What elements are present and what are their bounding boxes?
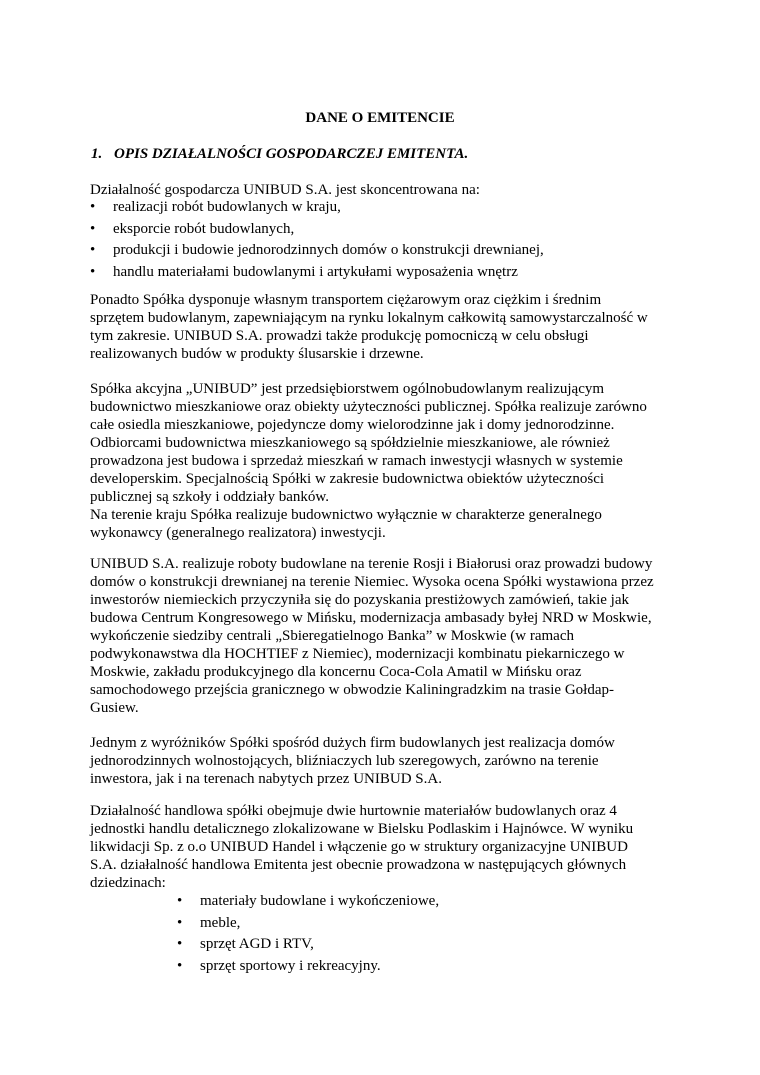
bullet-icon: • — [177, 914, 183, 931]
bullet-icon: • — [177, 893, 183, 909]
bullet-icon: • — [90, 220, 96, 237]
list-item: • handlu materiałami budowlanymi i artykułami wyposażenia wnętrz — [90, 262, 544, 284]
list-item: • materiały budowlane i wykończeniowe, — [177, 891, 439, 913]
list-item: • realizacji robót budowlanych w kraju, — [90, 197, 544, 219]
list-item: • produkcji i budowie jednorodzinnych domów o konstrukcji drewnianej, — [90, 240, 544, 262]
bullet-icon: • — [177, 936, 183, 952]
trade-areas-list — [177, 891, 439, 977]
list-item: • sprzęt sportowy i rekreacyjny. — [177, 956, 439, 978]
paragraph-houses: Jednym z wyróżników Spółki spośród dużych firm budowlanych jest realizacja domów jednorodzinnych wolnostojących, bliźniaczych lub szeregowych, zarówno na terenie inwestora, jak i na terenach nabytych przez UNIBUD S.A. — [90, 735, 615, 787]
section-number: 1. — [91, 146, 103, 162]
list-item: • eksporcie robót budowlanych, — [90, 219, 544, 241]
paragraph-trade: Działalność handlowa spółki obejmuje dwie hurtownie materiałów budowlanych oraz 4 jednostki handlu detalicznego zlokalizowane w Bielsku Podlaskim i Hajnówce. W wyniku likwidacji Sp. z o.o UNIBUD Handel i włączenie go w struktury organizacyjne UNIBUD S.A. działalność handlowa Emitenta jest obecnie prowadzona w następujących głównych dziedzinach: — [90, 803, 634, 891]
bullet-icon: • — [90, 263, 96, 280]
bullet-icon: • — [90, 242, 96, 258]
section-heading — [91, 144, 468, 164]
activities-list — [90, 197, 544, 283]
paragraph-company-profile: Spółka akcyjna „UNIBUD” jest przedsiębiorstwem ogólnobudowlanym realizującym budownictwo mieszkaniowe oraz obiekty użyteczności publicznej. Spółka realizuje zarówno całe osiedla mieszkaniowe, pojedyncze domy wielorodzinne jak i domy jednorodzinne. Odbiorcami budownictwa mieszkaniowego są spółdzielnie mieszkaniowe, ale również prowadzona jest budowa i sprzedaż mieszkań w ramach inwestycji własnych w systemie developerskim. Specjalnością Spółki w zakresie budownictwa obiektów użyteczności publicznej są szkoły i oddziały banków. Na terenie kraju Spółka realizuje budownictwo wyłącznie w charakterze generalnego wykonawcy (generalnego realizatora) inwestycji. — [90, 381, 647, 541]
paragraph-transport: Ponadto Spółka dysponuje własnym transportem ciężarowym oraz ciężkim i średnim sprzętem budowlanym, zapewniającym na rynku lokalnym całkowitą samowystarczalność w tym zakresie. UNIBUD S.A. prowadzi także produkcję pomocniczą w celu obsługi realizowanych budów w produkty ślusarskie i drzewne. — [90, 292, 648, 362]
section-title: OPIS DZIAŁALNOŚCI GOSPODARCZEJ EMITENTA. — [114, 146, 469, 162]
intro-text: Działalność gospodarcza UNIBUD S.A. jest skoncentrowana na: — [90, 182, 480, 198]
paragraph-export: UNIBUD S.A. realizuje roboty budowlane na terenie Rosji i Białorusi oraz prowadzi budowy domów o konstrukcji drewnianej na terenie Niemiec. Wysoka ocena Spółki wystawiona przez inwestorów niemieckich przyczyniła się do pozyskania prestiżowych zamówień, takie jak budowa Centrum Kongresowego w Mińsku, modernizacja ambasady byłej NRD w Moskwie, wykończenie siedziby centrali „Sbieregatielnogo Banka” w Moskwie (w ramach podwykonawstwa dla HOCHTIEF z Niemiec), modernizacji kombinatu piekarniczego w Moskwie, zakładu produkcyjnego dla koncernu Coca-Cola Amatil w Mińsku oraz samochodowego przejścia granicznego w obwodzie Kaliningradzkim na trasie Gołdap- Gusiew. — [90, 556, 654, 716]
bullet-icon: • — [177, 957, 183, 974]
list-item: • meble, — [177, 913, 439, 935]
document-title: DANE O EMITENCIE — [305, 110, 455, 126]
bullet-icon: • — [90, 199, 96, 215]
list-item: • sprzęt AGD i RTV, — [177, 934, 439, 956]
